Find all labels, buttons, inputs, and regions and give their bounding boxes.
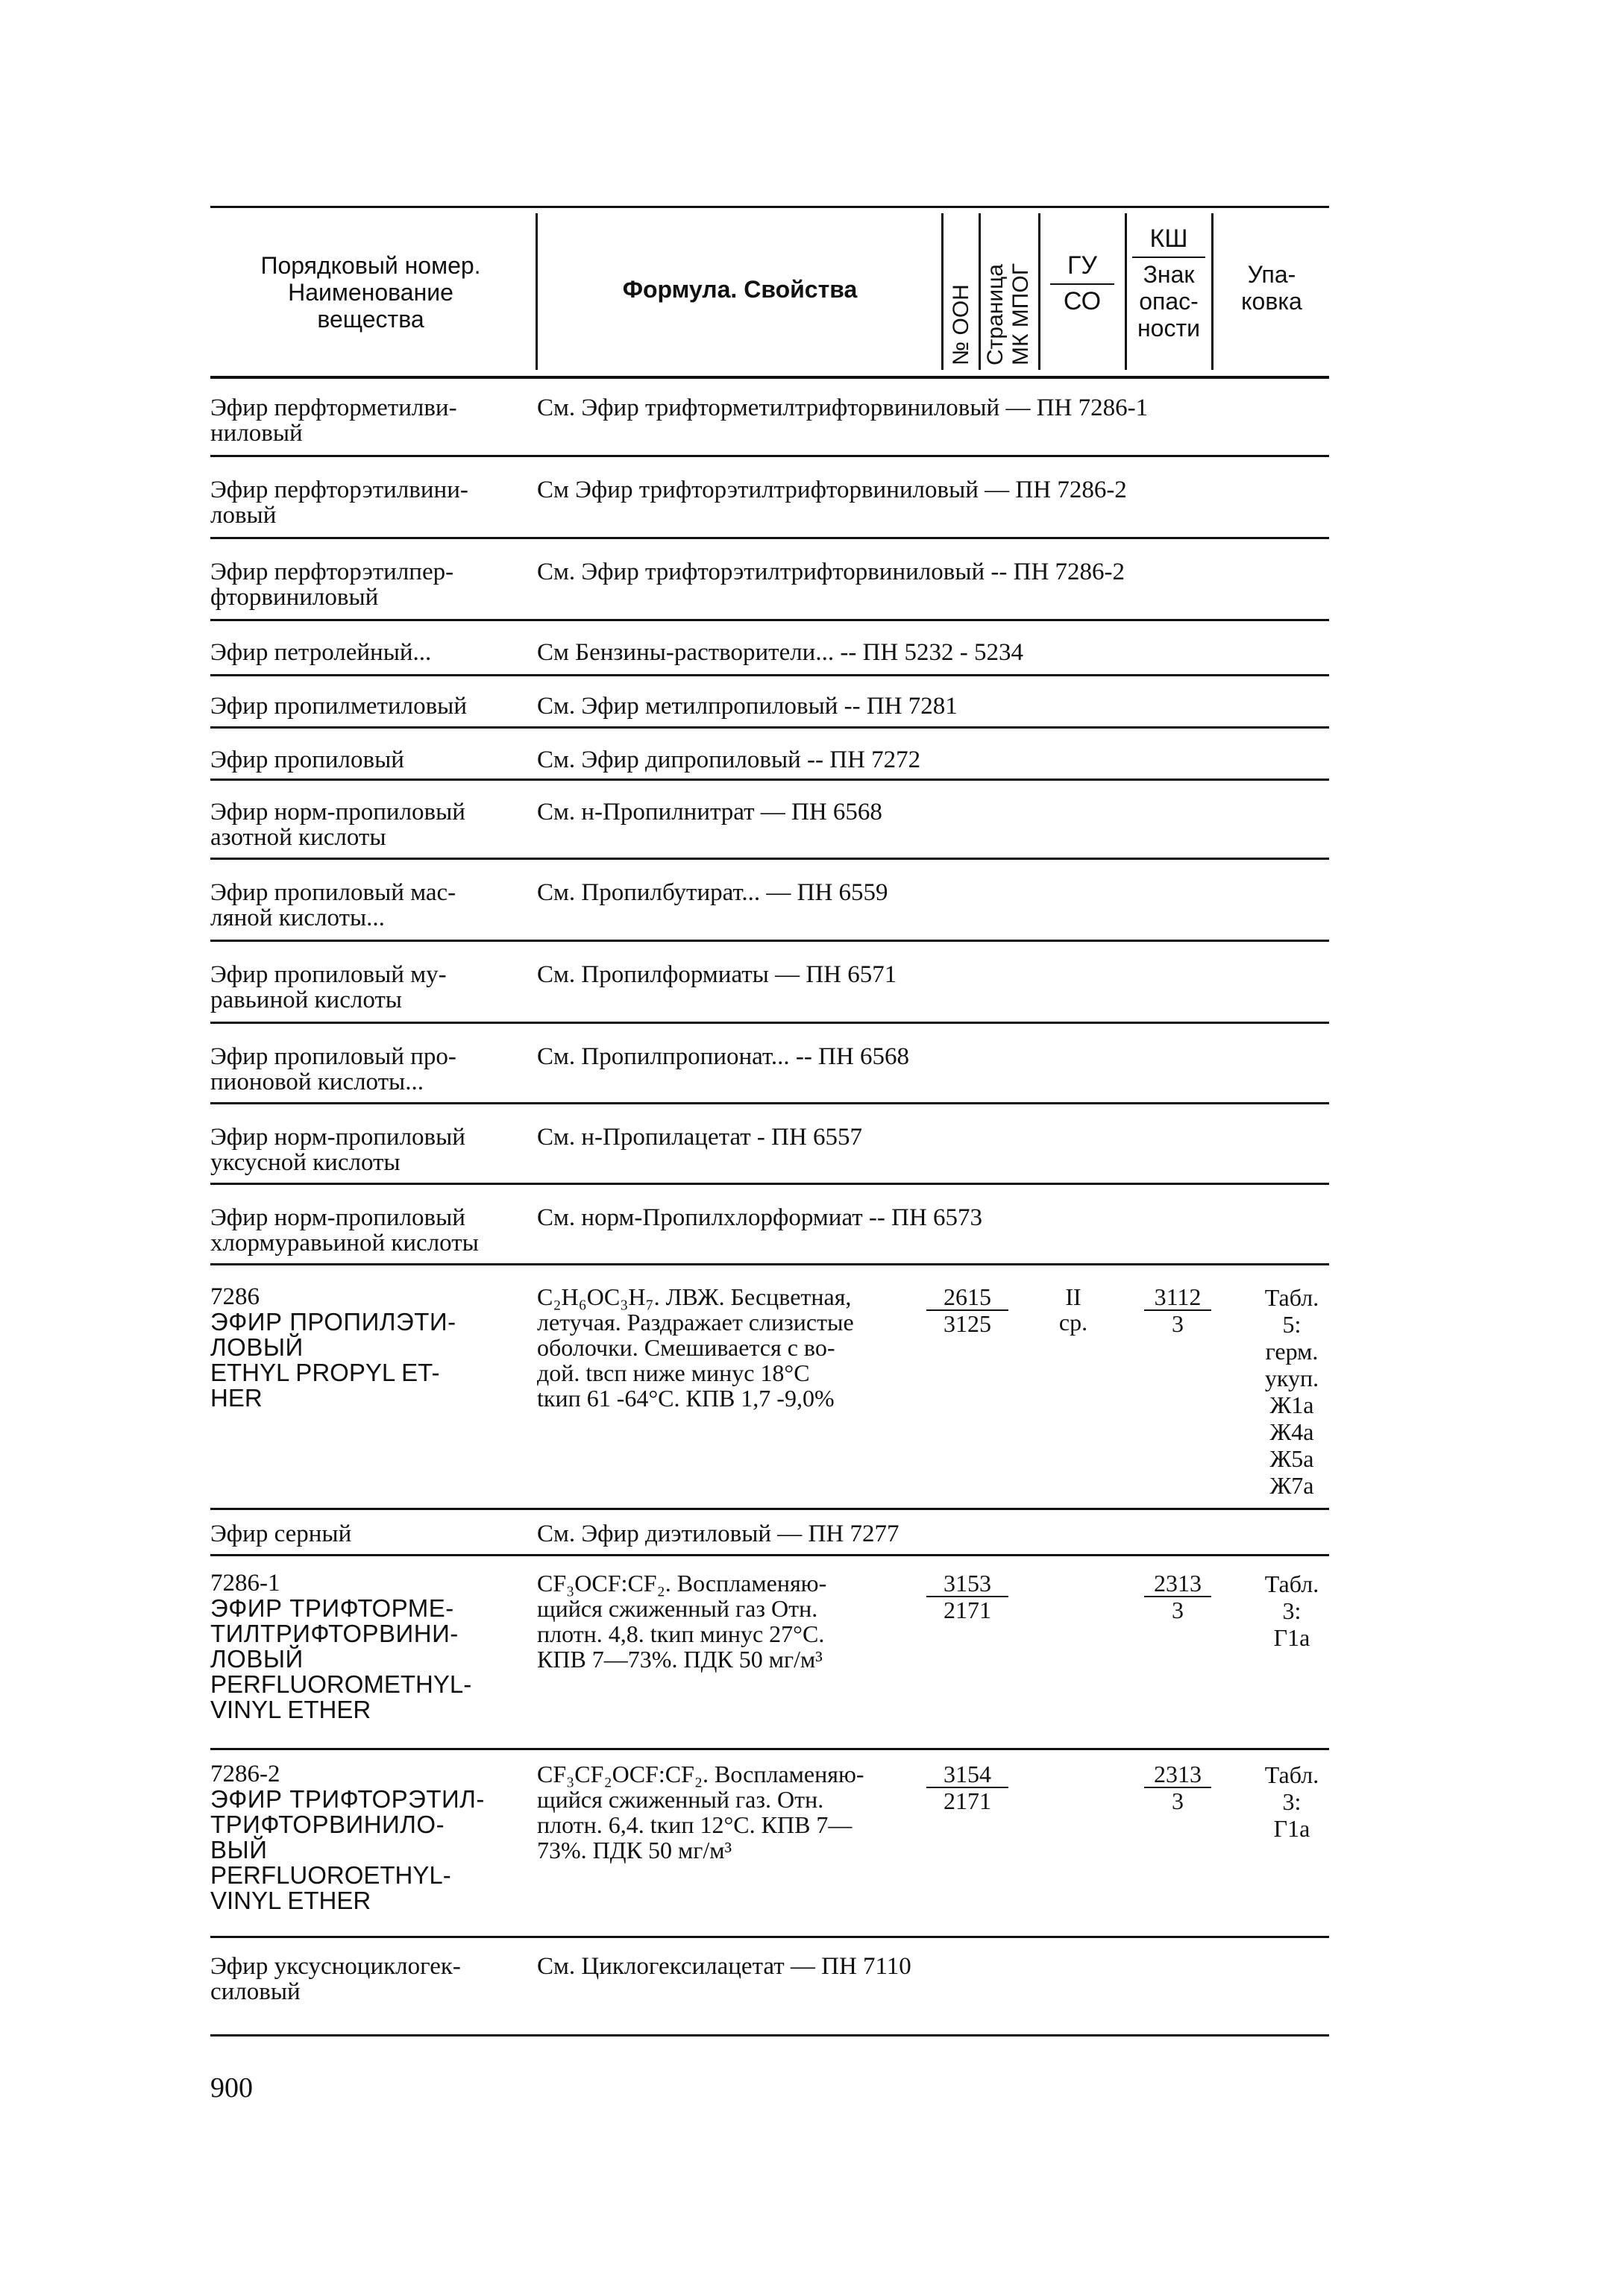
row-rule <box>210 674 1329 676</box>
cross-reference: См. Пропилпропионат... -- ПН 6568 <box>537 1043 910 1070</box>
cross-reference: См Бензины-растворители... -- ПН 5232 - 5234 <box>537 639 1023 666</box>
entry-properties: CF₃CF₂OCF:CF₂. Воспламеняю- щийся сжиженный газ. Отн. плотн. 6,4. tкип 12°С. КПВ 7— 73%. ПДК 50 мг/м³ <box>537 1761 864 1863</box>
row-rule <box>210 940 1329 942</box>
entry-name-en: VINYL ETHER <box>210 1696 371 1723</box>
substance-name: Эфир перфторэтилпер- фторвиниловый <box>210 559 454 611</box>
entry-properties: C₂H₆OC₃H₇. ЛВЖ. Бесцветная, летучая. Раздражает слизистые оболочки. Смешивается с во- дой. tвсп ниже минус 18°С tкип 61 -64°С. КПВ 1,7 -9,0% <box>537 1283 854 1412</box>
entry-name-en: PERFLUOROMETHYL- <box>210 1670 472 1698</box>
substance-name: Эфир норм-пропиловый азотной кислоты <box>210 799 465 851</box>
table-header-rule <box>210 376 1329 379</box>
header-oon-col: № ООН <box>949 284 973 365</box>
oon-number: 2615 <box>926 1284 1008 1311</box>
cross-reference: См Эфир трифторэтилтрифторвиниловый — ПН 7286-2 <box>537 477 1127 503</box>
hazard-sign: 3 <box>1172 1597 1184 1623</box>
substance-name: Эфир пропиловый <box>210 746 404 773</box>
header-divider <box>1125 213 1127 370</box>
row-rule <box>210 858 1329 860</box>
packaging: Табл. 3: Г1а <box>1264 1761 1319 1842</box>
header-ksh-bar <box>1132 257 1205 258</box>
hazard-sign: 3 <box>1172 1787 1184 1814</box>
row-rule <box>210 619 1329 621</box>
entry-number: 7286 <box>210 1283 260 1310</box>
substance-name: Эфир серный <box>210 1520 352 1547</box>
header-divider <box>536 213 538 370</box>
entry-name-ru: ЭФИР ТРИФТОРЭТИЛ- <box>210 1785 485 1813</box>
entry-name-en: HER <box>210 1384 263 1412</box>
cross-reference: См. Эфир трифторэтилтрифторвиниловый -- ПН 7286-2 <box>537 559 1125 585</box>
row-rule <box>210 1183 1329 1185</box>
substance-name: Эфир пропиловый му- равьиной кислоты <box>210 961 447 1013</box>
entry-name-en: PERFLUOROETHYL- <box>210 1861 451 1889</box>
cross-reference: См. н-Пропилацетат - ПН 6557 <box>537 1124 863 1151</box>
entry-properties: CF₃OCF:CF₂. Воспламеняю- щийся сжиженный газ Отн. плотн. 4,8. tкип минус 27°С. КПВ 7—73%. ПДК 50 мг/м³ <box>537 1570 827 1673</box>
packaging: Табл. 5: герм. укуп. Ж1а Ж4а Ж5а Ж7а <box>1264 1284 1319 1499</box>
hazard-sign: 3 <box>1172 1310 1184 1337</box>
ksh-sign-fraction <box>1144 1761 1211 1814</box>
row-rule <box>210 1936 1329 1938</box>
substance-name: Эфир перфторэтилвини- ловый <box>210 477 468 529</box>
cross-reference: См. Эфир метилпропиловый -- ПН 7281 <box>537 693 958 720</box>
header-co-col: СО <box>1063 287 1102 315</box>
entry-name-ru: ЭФИР ТРИФТОРМЕ- <box>210 1594 454 1622</box>
header-sign-col: Знак опас- ности <box>1137 261 1200 342</box>
substance-name: Эфир пропилметиловый <box>210 693 468 720</box>
packaging: Табл. 3: Г1а <box>1264 1570 1319 1651</box>
page-number: 900 <box>210 2072 253 2104</box>
ksh-sign-fraction <box>1144 1570 1211 1623</box>
row-rule <box>210 1022 1329 1024</box>
header-gu-bar <box>1050 283 1114 285</box>
ksh-value: 3112 <box>1144 1284 1211 1311</box>
row-rule <box>210 1748 1329 1750</box>
oon-page-fraction <box>926 1284 1008 1336</box>
entry-name-block <box>210 1284 531 1411</box>
entry-number: 7286-2 <box>210 1761 280 1787</box>
entry-name-block <box>210 1761 531 1913</box>
oon-page-fraction <box>926 1761 1008 1814</box>
entry-name-ru: ЛОВЫЙ <box>210 1333 304 1361</box>
cross-reference: См. Пропилформиаты — ПН 6571 <box>537 961 897 988</box>
entry-number: 7286-1 <box>210 1570 280 1597</box>
co-value: ср. <box>1058 1309 1088 1336</box>
header-name-col: Порядковый номер. Наименование вещества <box>260 252 481 333</box>
oon-number: 3154 <box>926 1761 1008 1788</box>
header-divider <box>979 213 981 370</box>
header-pack-col: Упа- ковка <box>1241 261 1302 315</box>
cross-reference: См. Эфир диэтиловый — ПН 7277 <box>537 1520 899 1547</box>
header-formula-col: Формула. Свойства <box>622 276 858 303</box>
row-rule <box>210 1508 1329 1510</box>
entry-name-ru: ТИЛТРИФТОРВИНИ- <box>210 1620 459 1647</box>
header-divider <box>941 213 943 370</box>
row-rule <box>210 1102 1329 1104</box>
cross-reference: См. Эфир трифторметилтрифторвиниловый — ПН 7286-1 <box>537 394 1149 421</box>
entry-name-ru: ТРИФТОРВИНИЛО- <box>210 1811 445 1838</box>
header-ksh-col: КШ <box>1149 224 1188 253</box>
header-gu-col: ГУ <box>1067 251 1097 280</box>
page-number-mk: 2171 <box>943 1787 991 1814</box>
cross-reference: См. Эфир дипропиловый -- ПН 7272 <box>537 746 921 773</box>
cross-reference: См. Пропилбутират... — ПН 6559 <box>537 879 888 906</box>
ksh-value: 2313 <box>1144 1761 1211 1788</box>
cross-reference: См. н-Пропилнитрат — ПН 6568 <box>537 799 882 825</box>
substance-name: Эфир норм-пропиловый уксусной кислоты <box>210 1124 465 1176</box>
row-rule <box>210 1263 1329 1265</box>
substance-name: Эфир петролейный... <box>210 639 432 666</box>
row-rule <box>210 779 1329 781</box>
entry-name-ru: ЭФИР ПРОПИЛЭТИ- <box>210 1308 456 1336</box>
oon-page-fraction <box>926 1570 1008 1623</box>
cross-reference: См. норм-Пропилхлорформиат -- ПН 6573 <box>537 1204 983 1231</box>
table-top-rule <box>210 206 1329 208</box>
header-divider <box>1038 213 1040 370</box>
gu-co-class <box>1047 1284 1099 1335</box>
entry-name-ru: ВЫЙ <box>210 1836 268 1863</box>
substance-name: Эфир пропиловый мас- ляной кислоты... <box>210 879 456 931</box>
header-page-col: Страница МК МПОГ <box>983 263 1033 365</box>
substance-name: Эфир уксусноциклогек- силовый <box>210 1953 461 2005</box>
row-rule <box>210 455 1329 457</box>
ksh-sign-fraction <box>1144 1284 1211 1336</box>
row-rule <box>210 537 1329 539</box>
oon-number: 3153 <box>926 1570 1008 1597</box>
ksh-value: 2313 <box>1144 1570 1211 1597</box>
page-number-mk: 3125 <box>943 1310 991 1337</box>
cross-reference: См. Циклогексилацетат — ПН 7110 <box>537 1953 911 1980</box>
row-rule <box>210 1554 1329 1556</box>
substance-name: Эфир норм-пропиловый хлормуравьиной кислоты <box>210 1204 479 1256</box>
entry-name-en: ETHYL PROPYL ET- <box>210 1359 440 1386</box>
row-rule <box>210 726 1329 729</box>
gu-value: II <box>1065 1283 1081 1310</box>
entry-name-ru: ЛОВЫЙ <box>210 1645 304 1673</box>
entry-name-en: VINYL ETHER <box>210 1887 371 1914</box>
substance-name: Эфир пропиловый про- пионовой кислоты... <box>210 1043 456 1095</box>
page-number-mk: 2171 <box>943 1597 991 1623</box>
substance-name: Эфир перфторметилви- ниловый <box>210 394 457 447</box>
table-bottom-rule <box>210 2034 1329 2036</box>
header-divider <box>1211 213 1213 370</box>
entry-name-block <box>210 1570 531 1723</box>
